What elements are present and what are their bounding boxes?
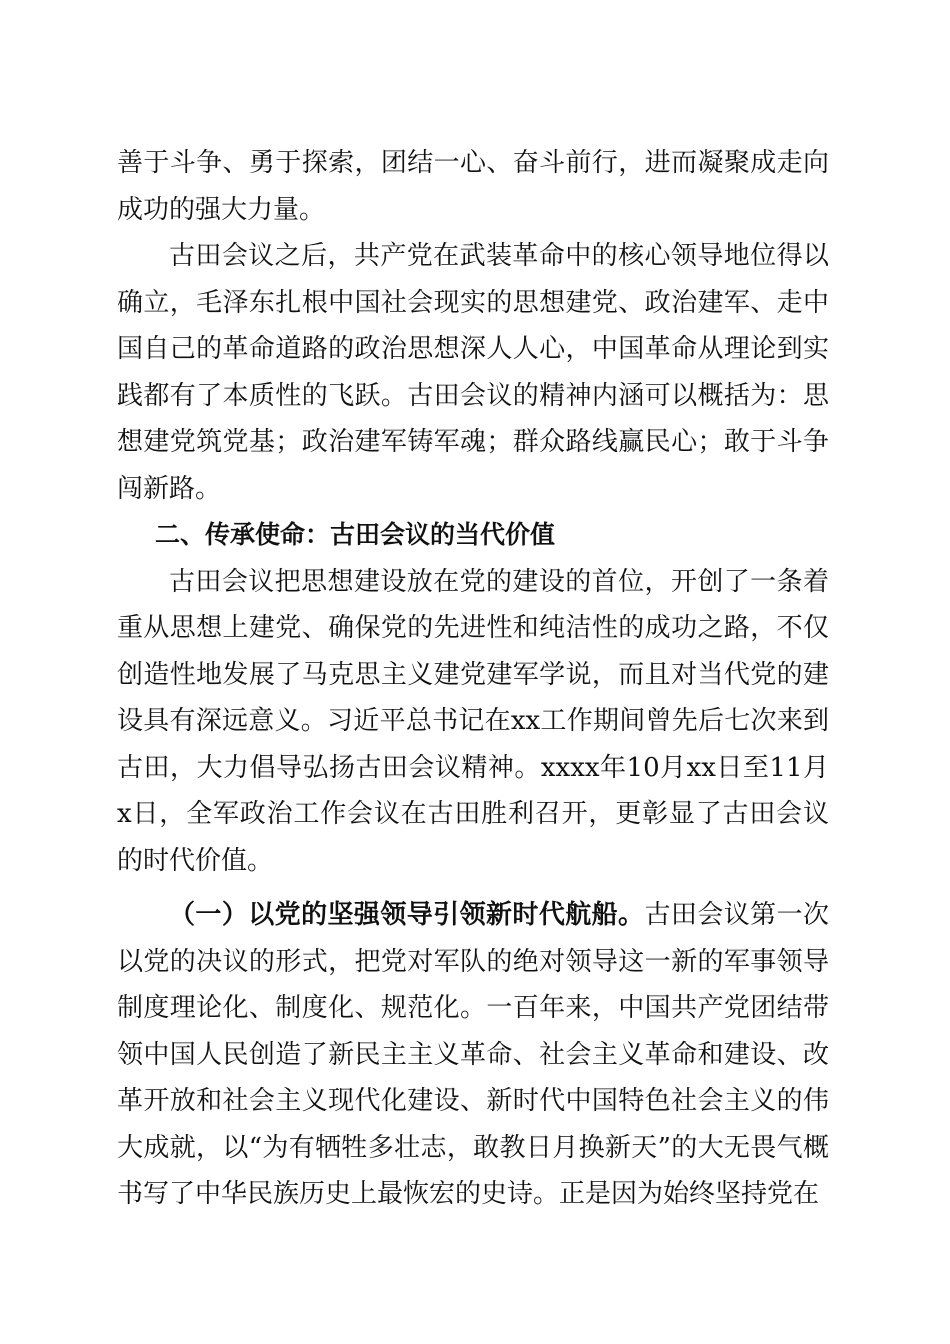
paragraph-party-leadership-text: 古田会议第一次以党的决议的形式，把党对军队的绝对领导这一新的军事领导制度理论化、制度化、规范化。一百年来，中国共产党团结带领中国人民创造了新民主主义革命、社会主义革命和建设、改革开放和社会主义现代化建设、新时代中国特色社会主义的伟大成就，以“为有牺牲多壮志，敢教日月换新天”的大无畏气概书写了中华民族历史上最恢宏的史诗。正是因为始终坚持党在 (117, 900, 829, 1209)
paragraph-continued: 善于斗争、勇于探索，团结一心、奋斗前行，进而凝聚成走向成功的强大力量。 (117, 148, 829, 225)
paragraph-contemporary-value: 古田会议把思想建设放在党的建设的首位，开创了一条着重从思想上建党、确保党的先进性和纯洁性的成功之路，不仅创造性地发展了马克思主义建党建军学说，而且对当代党的建设具有深远意义。习近平总书记在xx工作期间曾先后七次来到古田，大力倡导弘扬古田会议精神。xxxx年10月xx日至11月x日，全军政治工作会议在古田胜利召开，更彰显了古田会议的时代价值。 (117, 566, 829, 876)
section-heading: 二、传承使命：古田会议的当代价值 (155, 520, 556, 549)
paragraph-party-leadership (117, 892, 829, 1218)
paragraph-gutian-spirit: 古田会议之后，共产党在武装革命中的核心领导地位得以确立，毛泽东扎根中国社会现实的思想建党、政治建军、走中国自己的革命道路的政治思想深人人心，中国革命从理论到实践都有了本质性的飞跃。古田会议的精神内涵可以概括为：思想建党筑党基；政治建军铸军魂；群众路线赢民心；敢于斗争闯新路。 (117, 241, 829, 504)
document-body (117, 140, 829, 1218)
subsection-heading: （一）以党的坚强领导引领新时代航船。 (169, 900, 645, 930)
